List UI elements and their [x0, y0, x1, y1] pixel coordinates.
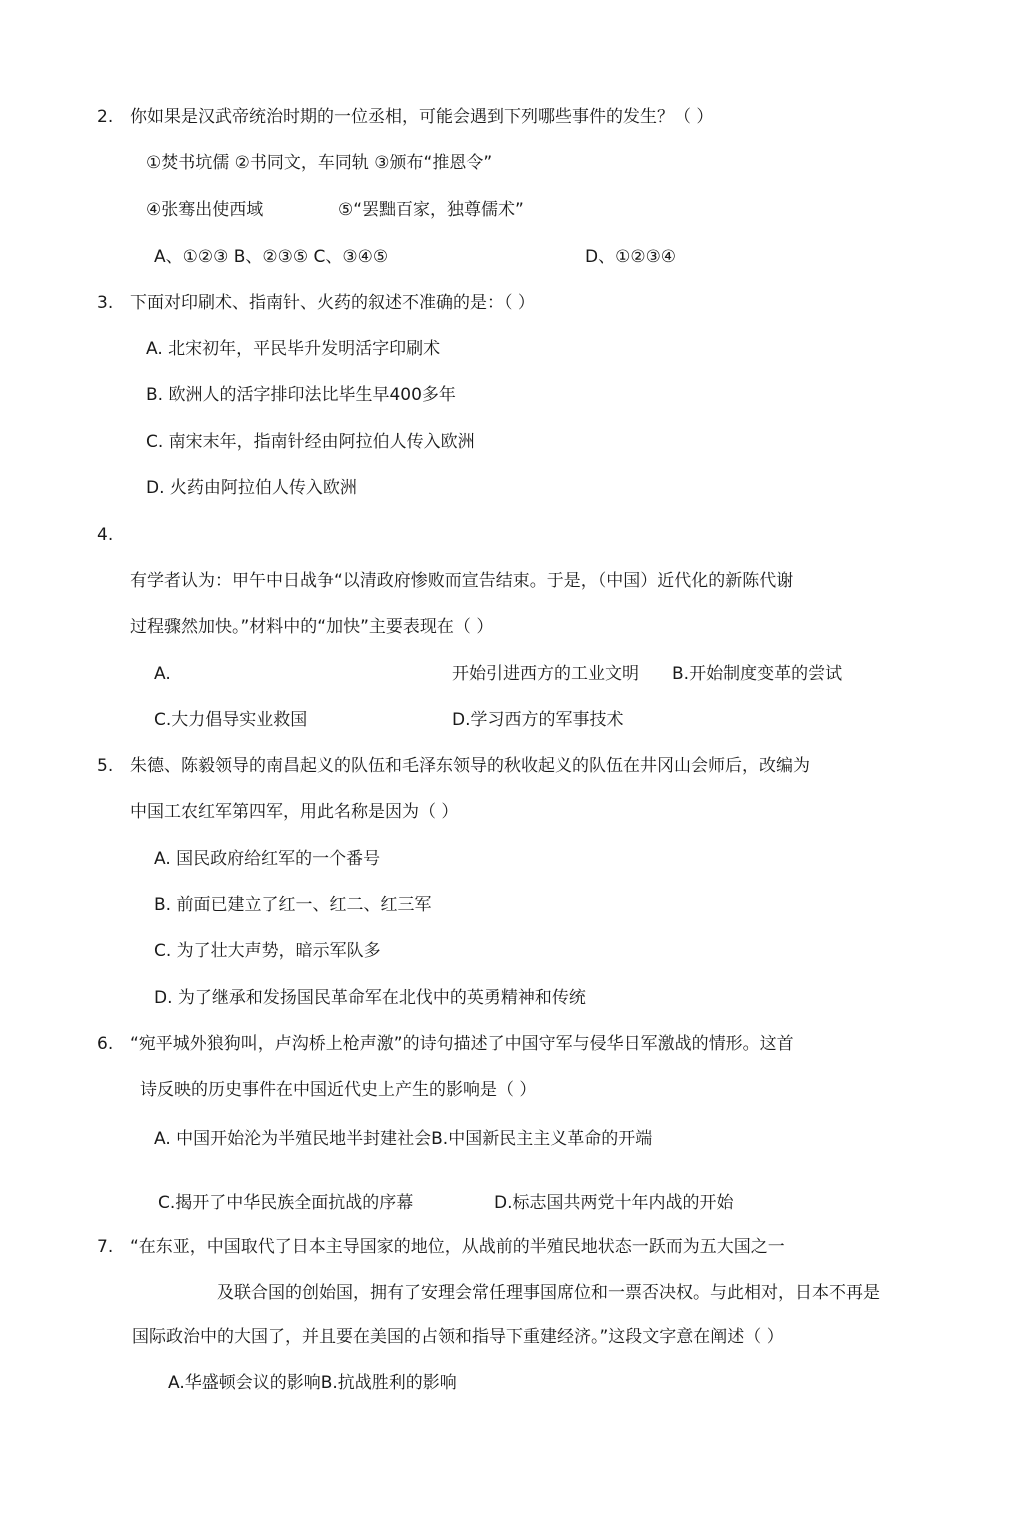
question-4-stem-line2: 过程骤然加快。”材料中的“加快”主要表现在（ ） [130, 617, 494, 637]
question-5-option-d: D. 为了继承和发扬国民革命军在北伐中的英勇精神和传统 [154, 988, 586, 1008]
question-6-option-d: D.标志国共两党十年内战的开始 [494, 1193, 734, 1213]
question-4-option-d: D.学习西方的军事技术 [452, 710, 624, 730]
question-4-option-a-label: A. [154, 664, 171, 684]
question-5-stem-line2: 中国工农红军第四军，用此名称是因为（ ） [130, 802, 459, 822]
question-7-stem-line1: “在东亚，中国取代了日本主导国家的地位，从战前的半殖民地状态一跃而为五大国之一 [130, 1237, 785, 1257]
question-5-stem-line1: 朱德、陈毅领导的南昌起义的队伍和毛泽东领导的秋收起义的队伍在井冈山会师后，改编为 [130, 756, 810, 776]
question-4-option-b: B.开始制度变革的尝试 [672, 664, 843, 684]
question-6-stem-line2: 诗反映的历史事件在中国近代史上产生的影响是（ ） [140, 1080, 537, 1100]
question-3-number: 3. [97, 293, 114, 313]
question-2-options-abc: A、①②③ B、②③⑤ C、③④⑤ [154, 247, 389, 267]
question-5-option-b: B. 前面已建立了红一、红二、红三军 [154, 895, 432, 915]
question-2-number: 2. [97, 107, 114, 127]
question-4-number: 4. [97, 525, 114, 545]
question-6-number: 6. [97, 1034, 114, 1054]
question-4-option-c: C.大力倡导实业救国 [154, 710, 308, 730]
question-2-stem: 你如果是汉武帝统治时期的一位丞相，可能会遇到下列哪些事件的发生？（ ） [130, 107, 714, 127]
question-5-option-a: A. 国民政府给红军的一个番号 [154, 849, 381, 869]
question-3-option-a: A. 北宋初年，平民毕升发明活字印刷术 [146, 339, 441, 359]
question-5-option-c: C. 为了壮大声势，暗示军队多 [154, 941, 381, 961]
question-3-option-d: D. 火药由阿拉伯人传入欧洲 [146, 478, 357, 498]
question-3-stem: 下面对印刷术、指南针、火药的叙述不准确的是：（ ） [130, 293, 535, 313]
question-6-option-c: C.揭开了中华民族全面抗战的序幕 [158, 1193, 414, 1213]
question-7-options-ab: A.华盛顿会议的影响B.抗战胜利的影响 [168, 1373, 457, 1393]
question-3-option-c: C. 南宋末年，指南针经由阿拉伯人传入欧洲 [146, 432, 475, 452]
question-2-item-4: ④张骞出使西域 [146, 200, 264, 220]
question-7-number: 7. [97, 1237, 114, 1257]
question-5-number: 5. [97, 756, 114, 776]
question-3-option-b: B. 欧洲人的活字排印法比毕生早400多年 [146, 385, 456, 405]
question-4-option-a-text: 开始引进西方的工业文明 [452, 664, 639, 684]
question-2-items-line1: ①焚书坑儒 ②书同文，车同轨 ③颁布“推恩令” [146, 153, 493, 173]
question-7-stem-line2: 及联合国的创始国，拥有了安理会常任理事国席位和一票否决权。与此相对，日本不再是 [217, 1283, 880, 1303]
question-7-stem-line3: 国际政治中的大国了，并且要在美国的占领和指导下重建经济。”这段文字意在阐述（ ） [132, 1327, 784, 1347]
question-6-options-ab: A. 中国开始沦为半殖民地半封建社会B.中国新民主主义革命的开端 [154, 1129, 653, 1149]
question-2-item-5: ⑤“罢黜百家，独尊儒术” [338, 200, 524, 220]
question-2-option-d: D、①②③④ [585, 247, 677, 267]
question-4-stem-line1: 有学者认为：甲午中日战争“以清政府惨败而宣告结束。于是，（中国）近代化的新陈代谢 [130, 571, 794, 591]
question-6-stem-line1: “宛平城外狼狗叫，卢沟桥上枪声激”的诗句描述了中国守军与侵华日军激战的情形。这首 [130, 1034, 794, 1054]
